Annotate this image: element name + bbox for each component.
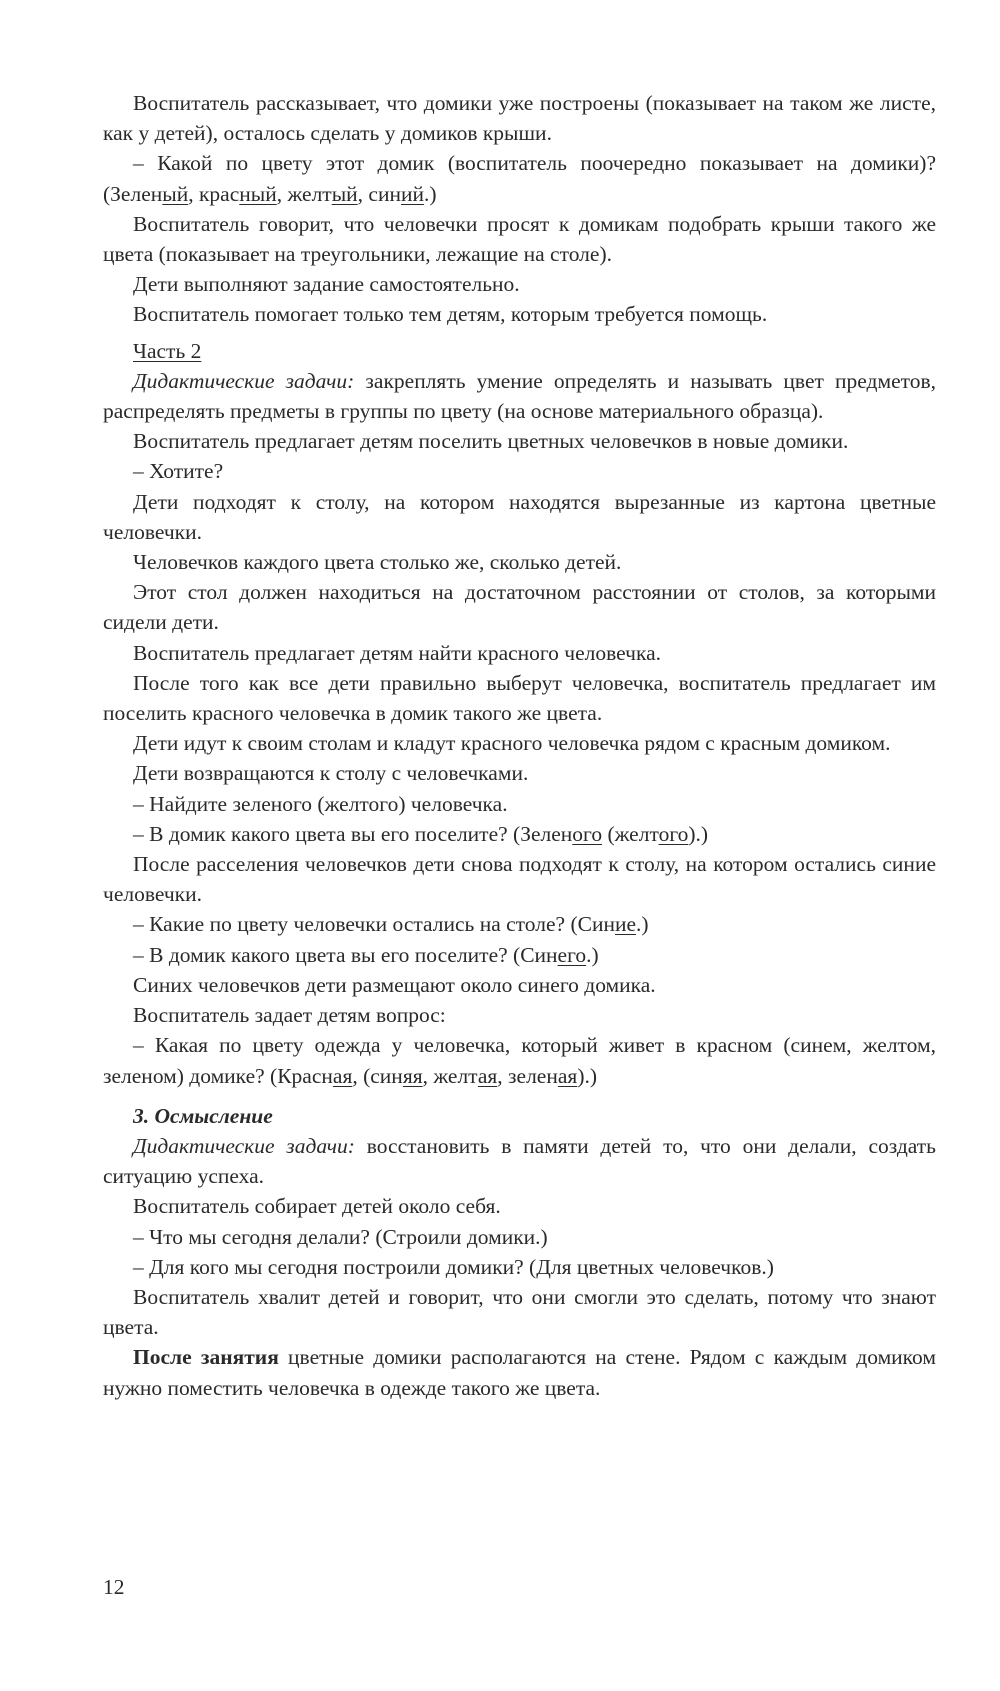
text-segment: , крас — [188, 181, 240, 206]
text-segment: его — [557, 942, 587, 967]
text-segment: , зелен — [497, 1063, 558, 1088]
text-segment: ая — [557, 1063, 578, 1088]
text-segment: – Какой по цвету этот домик (воспитатель поочередно показывает на домики)? (Зелен — [103, 151, 936, 206]
text-segment: ый — [331, 181, 358, 206]
text-segment: Воспитатель предлагает детям найти красного человечка. — [133, 640, 662, 665]
paragraph — [103, 1342, 936, 1402]
text-segment: ого — [658, 821, 689, 846]
paragraph — [103, 758, 936, 788]
paragraph — [103, 366, 936, 426]
text-segment: .) — [636, 912, 649, 937]
paragraph — [103, 299, 936, 329]
text-segment: – Какая по цвету одежда у человечка, который живет в красном (синем, желтом, зеленом) домике? (Красн — [103, 1033, 936, 1088]
text-segment: ая — [332, 1063, 353, 1088]
paragraph — [103, 1000, 936, 1030]
text-segment: 3. Осмысление — [133, 1103, 273, 1128]
text-segment: (желт — [602, 821, 659, 846]
text-segment: Воспитатель рассказывает, что домики уже построены (показывает на таком же листе, как у детей), осталось сделать у домиков крыши. — [103, 91, 936, 146]
text-segment: – Для кого мы сегодня построили домики? (Для цветных человечков.) — [133, 1254, 774, 1279]
text-segment: Дети возвращаются к столу с человечками. — [133, 761, 529, 786]
paragraph — [103, 1191, 936, 1221]
paragraph — [103, 1222, 936, 1252]
paragraph — [103, 819, 936, 849]
text-segment: После того как все дети правильно выберут человечка, воспитатель предлагает им поселить красного человечка в домик такого же цвета. — [103, 670, 936, 726]
paragraph — [103, 1101, 936, 1131]
text-segment: Воспитатель собирает детей около себя. — [133, 1194, 501, 1219]
text-segment: ).) — [577, 1063, 598, 1088]
text-segment: – Найдите зеленого (желтого) человечка. — [133, 791, 508, 816]
paragraph — [103, 547, 936, 577]
text-segment: Дети подходят к столу, на котором находятся вырезанные из картона цветные человечки. — [103, 489, 936, 544]
text-segment: цветные домики располагаются на стене. Рядом с каждым домиком нужно поместить человечка в одежде такого же цвета. — [103, 1345, 936, 1400]
text-segment: закреплять умение определять и называть цвет предметов, распределять предметы в группы по цвету (на основе материального образца). — [103, 368, 937, 424]
text-segment: Воспитатель помогает только тем детям, которым требуется помощь. — [133, 302, 768, 327]
text-segment: – В домик какого цвета вы его поселите? (Зелен — [133, 821, 573, 846]
paragraph — [103, 849, 936, 909]
paragraph — [103, 789, 936, 819]
text-segment: – В домик какого цвета вы его поселите? (Син — [133, 942, 558, 967]
paragraph — [103, 487, 936, 547]
paragraph — [103, 970, 936, 1000]
text-segment: Воспитатель говорит, что человечки просят к домикам подобрать крыши такого же цвета (показывает на треугольники, лежащие на столе). — [103, 211, 936, 267]
paragraph — [103, 668, 936, 728]
paragraph — [103, 728, 936, 758]
text-segment: Дети выполняют задание самостоятельно. — [133, 272, 520, 297]
text-segment: ий — [400, 181, 424, 206]
text-segment: – Что мы сегодня делали? (Строили домики.) — [133, 1224, 548, 1249]
text-segment: Человечков каждого цвета столько же, сколько детей. — [133, 550, 622, 575]
text-segment: Воспитатель задает детям вопрос: — [133, 1003, 446, 1028]
text-segment: – Какие по цвету человечки остались на столе? (Син — [133, 912, 615, 937]
text-segment: Синих человечков дети размещают около синего домика. — [133, 972, 656, 997]
text-segment: яя — [402, 1063, 423, 1088]
paragraph — [103, 638, 936, 668]
page-number: 12 — [103, 1575, 125, 1599]
text-segment: ).) — [688, 821, 709, 846]
text-segment: Воспитатель хвалит детей и говорит, что они смогли это сделать, потому что знают цвета. — [103, 1284, 936, 1340]
text-segment: , желт — [422, 1063, 478, 1088]
text-segment: , син — [357, 181, 401, 206]
paragraph — [103, 1131, 936, 1191]
text-segment: ого — [572, 821, 603, 846]
text-segment: .) — [586, 942, 599, 967]
text-segment: ие — [614, 912, 637, 937]
paragraph — [103, 909, 936, 939]
paragraph — [103, 88, 936, 148]
paragraph — [103, 940, 936, 970]
paragraph — [103, 148, 936, 208]
paragraph — [103, 209, 936, 269]
text-segment: Дети идут к своим столам и кладут красного человечка рядом с красным домиком. — [133, 731, 891, 756]
paragraph — [103, 577, 936, 637]
text-segment: Часть 2 — [133, 338, 202, 363]
paragraph — [103, 269, 936, 299]
text-segment: После расселения человечков дети снова подходят к столу, на котором остались синие человечки. — [103, 852, 936, 907]
text-segment: .) — [424, 181, 437, 206]
paragraph — [103, 1030, 936, 1090]
text-segment: ая — [477, 1063, 498, 1088]
text-segment: , желт — [276, 181, 332, 206]
text-segment: ый — [162, 181, 189, 206]
text-segment: Воспитатель предлагает детям поселить цветных человечков в новые домики. — [133, 429, 849, 454]
paragraph — [103, 1282, 936, 1342]
text-segment: Этот стол должен находиться на достаточном расстоянии от столов, за которыми сидели дети. — [103, 580, 936, 635]
paragraph — [103, 336, 936, 366]
text-segment: восстановить в памяти детей то, что они делали, создать ситуацию успеха. — [103, 1133, 936, 1189]
text-segment: ный — [239, 181, 277, 206]
page-body — [103, 88, 936, 1403]
text-segment: Дидактические задачи: — [133, 1133, 355, 1158]
paragraph — [103, 1252, 936, 1282]
text-segment: Дидактические задачи: — [133, 368, 355, 393]
text-segment: После занятия — [133, 1345, 279, 1370]
paragraph — [103, 426, 936, 456]
text-segment: , (син — [352, 1063, 403, 1088]
paragraph — [103, 456, 936, 486]
text-segment: – Хотите? — [133, 459, 224, 484]
